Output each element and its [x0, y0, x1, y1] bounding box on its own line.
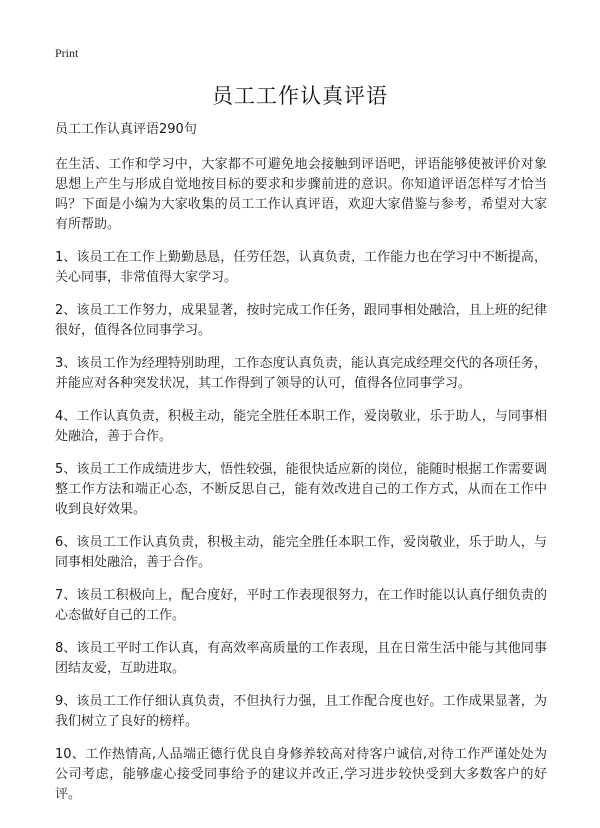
- page-title: 员工工作认真评语: [212, 84, 388, 108]
- list-item: 9、该员工工作仔细认真负责，不但执行力强，且工作配合度也好。工作成果显著，为我们树立了良好的榜样。: [55, 694, 547, 729]
- document-body: [55, 120, 547, 818]
- list-item: 10、工作热情高,人品端正德行优良自身修养较高对待客户诚信,对待工作严谨处处为公司考虑，能够虚心接受同事给予的建议并改正,学习进步较快受到大多数客户的好评。: [55, 747, 547, 802]
- list-item: 1、该员工在工作上勤勤恳恳，任劳任怨，认真负责，工作能力也在学习中不断提高，关心同事，非常值得大家学习。: [55, 250, 547, 285]
- print-link[interactable]: Print: [55, 46, 79, 60]
- list-item: 6、该员工工作认真负责，积极主动，能完全胜任本职工作，爱岗敬业，乐于助人，与同事相处融洽，善于合作。: [55, 535, 547, 570]
- list-item: 2、该员工工作努力，成果显著，按时完成工作任务，跟同事相处融洽，且上班的纪律很好，值得各位同事学习。: [55, 303, 547, 338]
- list-item: 4、工作认真负责，积极主动，能完全胜任本职工作，爱岗敬业，乐于助人，与同事相处融洽，善于合作。: [55, 409, 547, 444]
- document-subtitle: 员工工作认真评语290句: [55, 122, 197, 137]
- list-item: 8、该员工平时工作认真，有高效率高质量的工作表现，且在日常生活中能与其他同事团结友爱，互助进取。: [55, 641, 547, 676]
- list-item: 3、该员工作为经理特别助理，工作态度认真负责，能认真完成经理交代的各项任务，并能应对各种突发状况，其工作得到了领导的认可，值得各位同事学习。: [55, 356, 547, 391]
- intro-paragraph: 在生活、工作和学习中，大家都不可避免地会接触到评语吧，评语能够使被评价对象思想上产生与形成自觉地按目标的要求和步骤前进的意识。你知道评语怎样写才恰当吗？下面是小编为大家收集的员工工作认真评语，欢迎大家借鉴与参考，希望对大家有所帮助。: [55, 157, 547, 232]
- list-item: 5、该员工工作成绩进步大，悟性较强，能很快适应新的岗位，能随时根据工作需要调整工作方法和端正心态，不断反思自己，能有效改进自己的工作方式，从而在工作中收到良好效果。: [55, 462, 547, 517]
- list-item: 7、该员工积极向上，配合度好，平时工作表现很努力，在工作时能以认真仔细负责的心态做好自己的工作。: [55, 588, 547, 623]
